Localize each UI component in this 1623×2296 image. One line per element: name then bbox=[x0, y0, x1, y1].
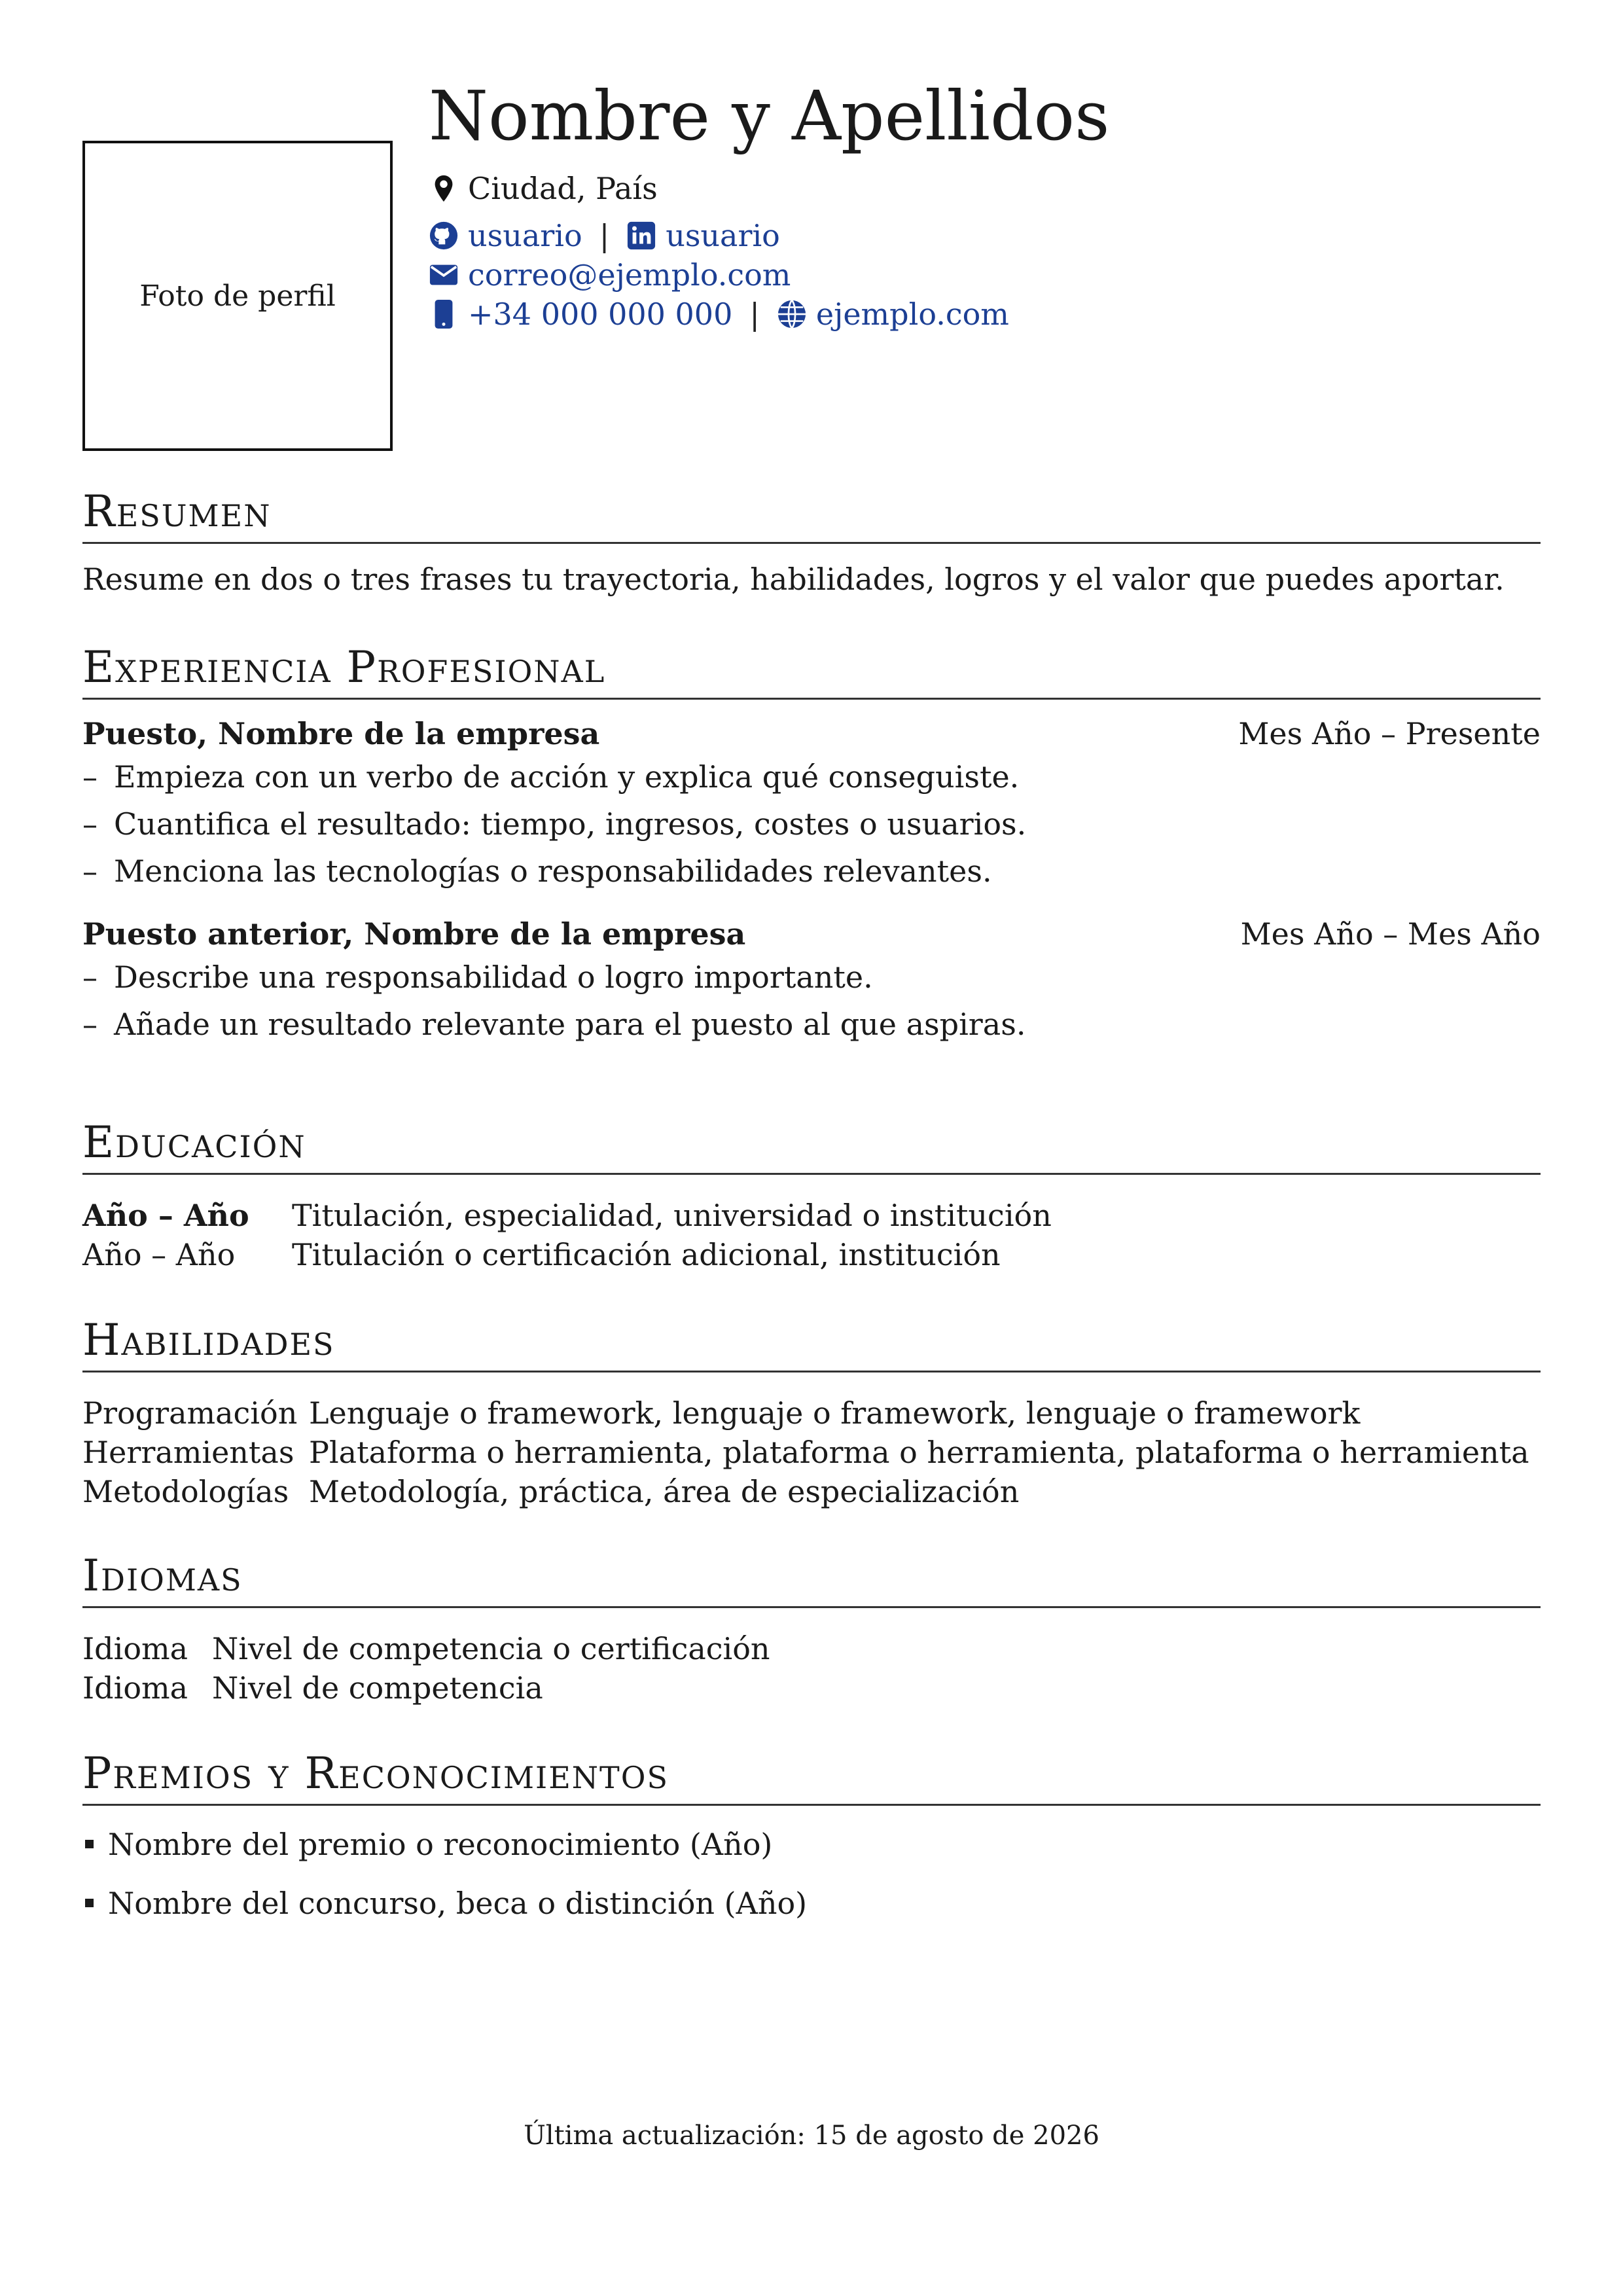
language-level: Nivel de competencia bbox=[212, 1670, 543, 1706]
skill-row bbox=[82, 1472, 1541, 1511]
github-icon bbox=[429, 221, 459, 251]
location-line bbox=[429, 169, 658, 208]
language-level: Nivel de competencia o certificación bbox=[212, 1631, 770, 1666]
contact-separator: | bbox=[749, 296, 760, 332]
phone-web-line bbox=[429, 295, 1009, 334]
education-row bbox=[82, 1235, 1541, 1274]
skill-label: Herramientas bbox=[82, 1435, 294, 1470]
mobile-phone-icon bbox=[429, 299, 459, 329]
job-bullet: – Menciona las tecnologías o responsabilidades relevantes. bbox=[82, 853, 992, 889]
job-title: Puesto, Nombre de la empresa bbox=[82, 716, 600, 751]
experience-section bbox=[82, 641, 1541, 1048]
job-dates: Mes Año – Presente bbox=[1238, 716, 1541, 751]
education-detail: Titulación, especialidad, universidad o institución bbox=[292, 1198, 1052, 1233]
education-detail: Titulación o certificación adicional, institución bbox=[292, 1237, 1001, 1272]
email-line bbox=[429, 255, 791, 295]
skill-value: Lenguaje o framework, lenguaje o framework, lenguaje o framework bbox=[309, 1395, 1361, 1431]
contact-separator: | bbox=[599, 218, 610, 253]
skill-label: Programación bbox=[82, 1395, 298, 1431]
skill-value: Plataforma o herramienta, plataforma o herramienta, plataforma o herramienta bbox=[309, 1435, 1529, 1470]
job-bullet: – Cuantifica el resultado: tiempo, ingresos, costes o usuarios. bbox=[82, 806, 1027, 842]
awards-section bbox=[82, 1748, 1541, 1933]
skill-row bbox=[82, 1433, 1541, 1472]
education-row bbox=[82, 1196, 1541, 1235]
summary-text: Resume en dos o tres frases tu trayectoria, habilidades, logros y el valor que puedes aportar. bbox=[82, 562, 1505, 597]
envelope-icon bbox=[429, 260, 459, 290]
award-item: Nombre del concurso, beca o distinción (Año) bbox=[82, 1874, 1541, 1933]
social-line bbox=[429, 216, 780, 255]
job-bullet: – Empieza con un verbo de acción y explica qué conseguiste. bbox=[82, 759, 1020, 795]
job-bullet: – Añade un resultado relevante para el puesto al que aspiras. bbox=[82, 1007, 1026, 1042]
phone-link[interactable]: +34 000 000 000 bbox=[468, 296, 733, 332]
last-updated-footer: Última actualización: 15 de agosto de 2026 bbox=[524, 2121, 1099, 2151]
full-name: Nombre y Apellidos bbox=[429, 76, 1110, 156]
summary-section bbox=[82, 486, 1541, 599]
map-pin-icon bbox=[429, 173, 459, 204]
photo-label: Foto de perfil bbox=[139, 279, 336, 313]
summary-heading: Resumen bbox=[82, 486, 1541, 544]
education-years: Año – Año bbox=[82, 1198, 249, 1233]
location-text: Ciudad, País bbox=[468, 171, 658, 206]
skill-value: Metodología, práctica, área de especialización bbox=[309, 1474, 1020, 1509]
language-row bbox=[82, 1629, 1541, 1668]
language-label: Idioma bbox=[82, 1670, 188, 1706]
job-bullet: – Describe una responsabilidad o logro importante. bbox=[82, 960, 873, 995]
languages-heading: Idiomas bbox=[82, 1550, 1541, 1608]
job-dates: Mes Año – Mes Año bbox=[1240, 916, 1541, 952]
website-link[interactable]: ejemplo.com bbox=[815, 296, 1009, 332]
awards-heading: Premios y Reconocimientos bbox=[82, 1748, 1541, 1806]
languages-section bbox=[82, 1550, 1541, 1708]
job-entry bbox=[82, 914, 1541, 1048]
linkedin-link[interactable]: usuario bbox=[666, 218, 780, 253]
experience-heading: Experiencia Profesional bbox=[82, 641, 1541, 700]
linkedin-icon bbox=[626, 221, 656, 251]
skills-section bbox=[82, 1314, 1541, 1511]
profile-photo-placeholder bbox=[82, 141, 393, 451]
education-years: Año – Año bbox=[82, 1237, 236, 1272]
github-link[interactable]: usuario bbox=[468, 218, 582, 253]
bullet-square-icon bbox=[85, 1899, 94, 1907]
skill-label: Metodologías bbox=[82, 1474, 289, 1509]
job-entry bbox=[82, 714, 1541, 895]
language-label: Idioma bbox=[82, 1631, 188, 1666]
job-title: Puesto anterior, Nombre de la empresa bbox=[82, 916, 746, 952]
award-item: Nombre del premio o reconocimiento (Año) bbox=[82, 1815, 1541, 1874]
skill-row bbox=[82, 1393, 1541, 1433]
email-link[interactable]: correo@ejemplo.com bbox=[468, 257, 791, 293]
education-heading: Educación bbox=[82, 1117, 1541, 1175]
education-section bbox=[82, 1117, 1541, 1274]
skills-heading: Habilidades bbox=[82, 1314, 1541, 1372]
bullet-square-icon bbox=[85, 1840, 94, 1848]
language-row bbox=[82, 1668, 1541, 1708]
globe-icon bbox=[777, 299, 807, 329]
